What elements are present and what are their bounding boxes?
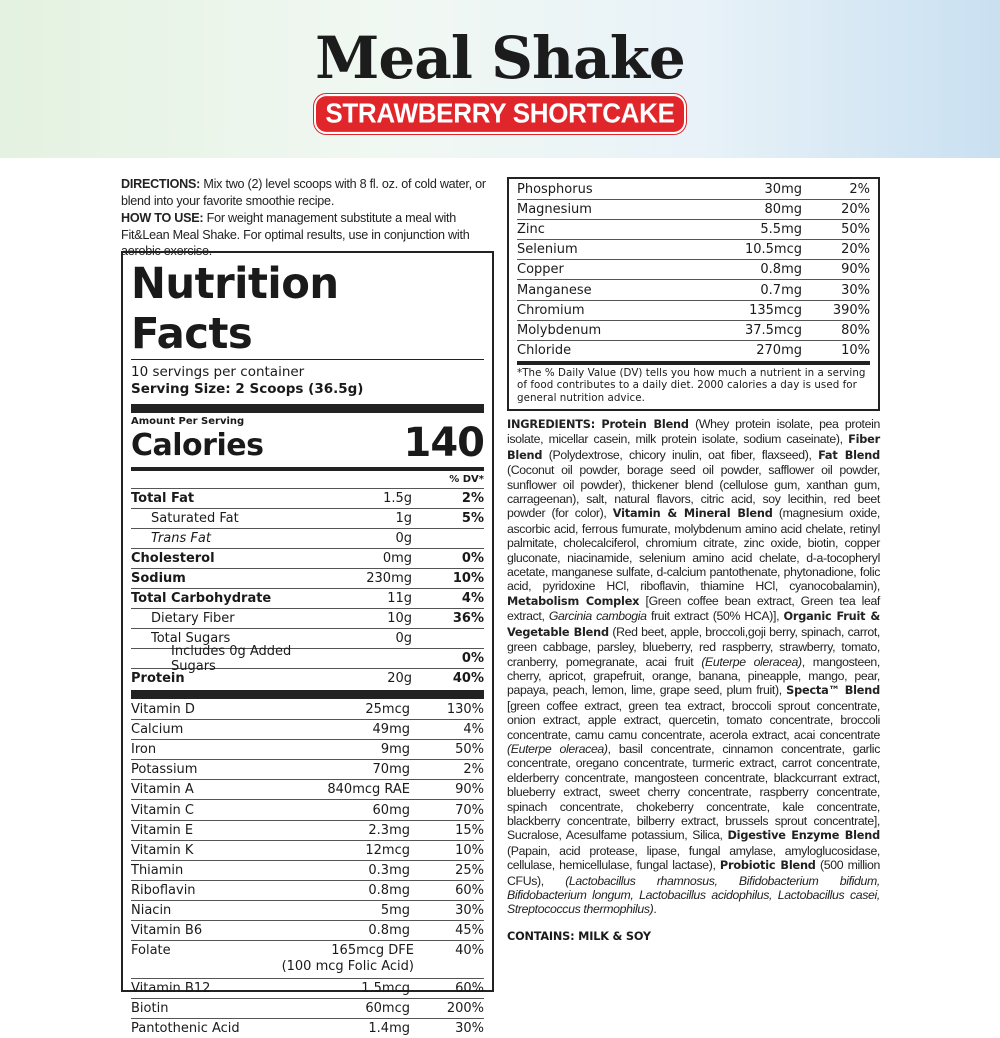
vitamin-row-iron: Iron 9mg 50% <box>131 739 484 759</box>
nutrient-row-protein: Protein 20g 40% <box>131 668 484 688</box>
ingredient-text-segment: . <box>653 902 657 917</box>
ingredient-text-segment: (Coconut oil powder, borage seed oil powder, safflower oil powder, sunflower oil powder), thickener blend (cellulose gum, xanthan gum, carrageenan), salt, natural flavors, citric acid, soy lecithin, red beet powder (for color), <box>507 463 880 521</box>
mineral-row-selenium: Selenium 10.5mcg 20% <box>517 239 870 259</box>
calories-value: 140 <box>403 420 484 466</box>
ingredient-text-segment: (Polydextrose, chicory inulin, oat fiber, flaxseed), <box>542 447 819 462</box>
ingredient-blend-name: Organic Fruit & Vegetable Blend <box>507 610 880 639</box>
ingredient-text-segment: , basil concentrate, cinnamon concentrate, garlic concentrate, oregano concentrate, turmeric extract, carrot concentrate, elderberry concentrate, mangosteen concentrate, blackcurrant extract, blueberry extract, sweet cherry concentrate, raspberry concentrate, spinach concentrate, chokeberry concentrate, kale concentrate, blackberry concentrate, bilberry extract, brussels sprout concentrate], Sucralose, Acesulfame potassium, Silica, <box>507 741 880 843</box>
mineral-row-phosphorus: Phosphorus 30mg 2% <box>517 181 870 197</box>
ingredient-blend-name: Protein Blend <box>601 418 689 431</box>
daily-value-header: % DV* <box>449 474 484 485</box>
vitamin-row-vitamin-b12: Vitamin B12 1.5mcg 60% <box>131 978 484 998</box>
nutrient-row-total-carbohydrate: Total Carbohydrate 11g 4% <box>131 588 484 608</box>
flavor-badge: STRAWBERRY SHORTCAKE <box>316 96 683 132</box>
ingredient-text-segment: [Green coffee bean extract, Green tea leaf extract, <box>507 593 881 624</box>
nutrient-row-cholesterol: Cholesterol 0mg 0% <box>131 548 484 568</box>
ingredient-text-segment: (Lactobacillus rhamnosus, Bifidobacterium bifidum, Bifidobacterium longum, Lactobacillus acidophilus, Lactobacillus casei, Streptococcus thermophilus) <box>507 873 880 917</box>
vitamin-row-calcium: Calcium 49mg 4% <box>131 719 484 739</box>
ingredients-label: INGREDIENTS: <box>507 418 596 431</box>
directions-body: Mix two (2) level scoops with 8 fl. oz. of cold water, or blend into your favorite smoothie recipe. <box>121 177 486 208</box>
ingredient-text-segment: (Red beet, apple, broccoli,goji berry, spinach, carrot, green cabbage, parsley, blueberry, red raspberry, strawberry, tomato, cranberry, pomegranate, acai fruit <box>507 624 880 669</box>
vitamin-row-folate: Folate 165mcg DFE (100 mcg Folic Acid) 40% <box>131 940 484 978</box>
ingredients-text <box>507 417 880 917</box>
daily-value-footnote: *The % Daily Value (DV) tells you how much a nutrient in a serving of food contributes to a daily diet. 2000 calories a day is used for general nutrition advice. <box>517 361 870 405</box>
vitamin-row-niacin: Niacin 5mg 30% <box>131 900 484 920</box>
calories-label: Calories <box>131 428 264 463</box>
ingredient-text-segment: (Papain, acid protease, lipase, fungal amylase, amyloglucosidase, cellulase, hemicellulase, fungal lactase), <box>507 843 880 873</box>
servings-per-container: 10 servings per container <box>131 364 305 380</box>
mineral-row-magnesium: Magnesium 80mg 20% <box>517 199 870 219</box>
ingredient-blend-name: Probiotic Blend <box>719 859 816 873</box>
directions-label: DIRECTIONS: <box>121 177 201 191</box>
vitamin-row-potassium: Potassium 70mg 2% <box>131 759 484 779</box>
ingredient-text-segment: (magnesium oxide, ascorbic acid, ferrous fumurate, molybdenum amino acid chelate, retinyl palmitate, cholecalciferol, chromium citrate, zinc oxide, biotin, copper gluconate, niacinamide, selenium amino acid chelate, d-a-tocopheryl acetate, manganese sulfate, d-calcium pantothenate, phytonadione, folic acid, pyridoxine HCl, riboflavin, thiamine HCl, cyanocobalamin), <box>507 506 880 594</box>
mineral-row-chromium: Chromium 135mcg 390% <box>517 300 870 320</box>
nutrient-row-total-fat: Total Fat 1.5g 2% <box>131 488 484 508</box>
vitamin-row-vitamin-b6: Vitamin B6 0.8mg 45% <box>131 920 484 940</box>
mineral-row-zinc: Zinc 5.5mg 50% <box>517 219 870 239</box>
serving-size: Serving Size: 2 Scoops (36.5g) <box>131 381 364 397</box>
vitamin-row-riboflavin: Riboflavin 0.8mg 60% <box>131 880 484 900</box>
vitamin-list <box>131 699 484 1038</box>
ingredient-blend-name: Metabolism Complex <box>507 594 640 608</box>
vitamin-row-vitamin-c: Vitamin C 60mg 70% <box>131 799 484 819</box>
mineral-row-molybdenum: Molybdenum 37.5mcg 80% <box>517 320 870 340</box>
vitamin-row-vitamin-k: Vitamin K 12mcg 10% <box>131 840 484 860</box>
minerals-panel <box>507 177 880 411</box>
ingredient-text-segment: (500 million CFUs), <box>507 858 881 888</box>
ingredient-blend-name: Digestive Enzyme Blend <box>727 829 880 843</box>
nutrient-row-trans-fat: Trans Fat 0g <box>131 528 484 548</box>
flavor-badge-wrap <box>0 97 1000 131</box>
ingredients-body <box>507 417 880 916</box>
ingredient-text-segment: (Whey protein isolate, pea protein isolate, micellar casein, milk protein isolate, sodium caseinate), <box>507 417 880 447</box>
ingredient-blend-name: Fat Blend <box>818 448 880 462</box>
header-banner <box>0 0 1000 158</box>
vitamin-row-thiamin: Thiamin 0.3mg 25% <box>131 860 484 880</box>
vitamin-row-vitamin-e: Vitamin E 2.3mg 15% <box>131 820 484 840</box>
nutrition-facts-panel <box>121 251 494 1037</box>
ingredient-text-segment: fruit extract (50% HCA)], <box>646 609 784 624</box>
ingredient-blend-name: Fiber Blend <box>507 433 880 462</box>
mineral-row-chloride: Chloride 270mg 10% <box>517 340 870 360</box>
nutrient-row-dietary-fiber: Dietary Fiber 10g 36% <box>131 608 484 628</box>
mineral-list <box>517 179 870 360</box>
directions-text <box>121 176 496 209</box>
vitamin-row-biotin: Biotin 60mcg 200% <box>131 998 484 1018</box>
nutrient-row-sodium: Sodium 230mg 10% <box>131 568 484 588</box>
ingredient-text-segment: , mangosteen, cherry, apricot, grapefruit, orange, banana, pineapple, mango, pear, papaya, peach, lemon, lime, grape seed, plum fruit), <box>507 654 880 698</box>
vitamin-row-pantothenic-acid: Pantothenic Acid 1.4mg 30% <box>131 1018 484 1038</box>
how-to-use-body: For weight management substitute a meal with Fit&Lean Meal Shake. For optimal results, use in conjunction with aerobic exercise. <box>121 211 470 258</box>
nutrient-row-added-sugars: Includes 0g Added Sugars 0% <box>131 648 484 668</box>
ingredient-text-segment: [green coffee extract, green tea extract, broccoli sprout concentrate, onion extract, apple extract, quercetin, tomato concentrate, broccoli concentrate, camu camu concentrate, acerola extract, acai concentrate <box>507 698 880 742</box>
nutrition-facts-title: Nutrition Facts <box>131 259 339 359</box>
vitamin-row-vitamin-a: Vitamin A 840mcg RAE 90% <box>131 779 484 799</box>
ingredient-text-segment: (Euterpe oleracea) <box>507 741 608 756</box>
product-title: Meal Shake <box>315 24 685 92</box>
nutrient-row-total-sugars: Total Sugars 0g <box>131 628 484 648</box>
ingredient-text-segment: (Euterpe oleracea) <box>701 654 802 669</box>
how-to-use-label: HOW TO USE: <box>121 211 204 225</box>
mineral-row-copper: Copper 0.8mg 90% <box>517 259 870 279</box>
mineral-row-manganese: Manganese 0.7mg 30% <box>517 279 870 299</box>
macronutrient-list <box>131 488 484 688</box>
nutrient-row-saturated-fat: Saturated Fat 1g 5% <box>131 508 484 528</box>
ingredient-text-segment: Garcinia cambogia <box>548 609 647 624</box>
ingredient-blend-name: Specta™ Blend <box>786 684 880 698</box>
allergen-statement: CONTAINS: MILK & SOY <box>507 930 651 943</box>
vitamin-row-vitamin-d: Vitamin D 25mcg 130% <box>131 701 484 717</box>
amount-per-serving: Amount Per Serving <box>131 416 245 427</box>
ingredient-blend-name: Vitamin & Mineral Blend <box>612 507 773 521</box>
